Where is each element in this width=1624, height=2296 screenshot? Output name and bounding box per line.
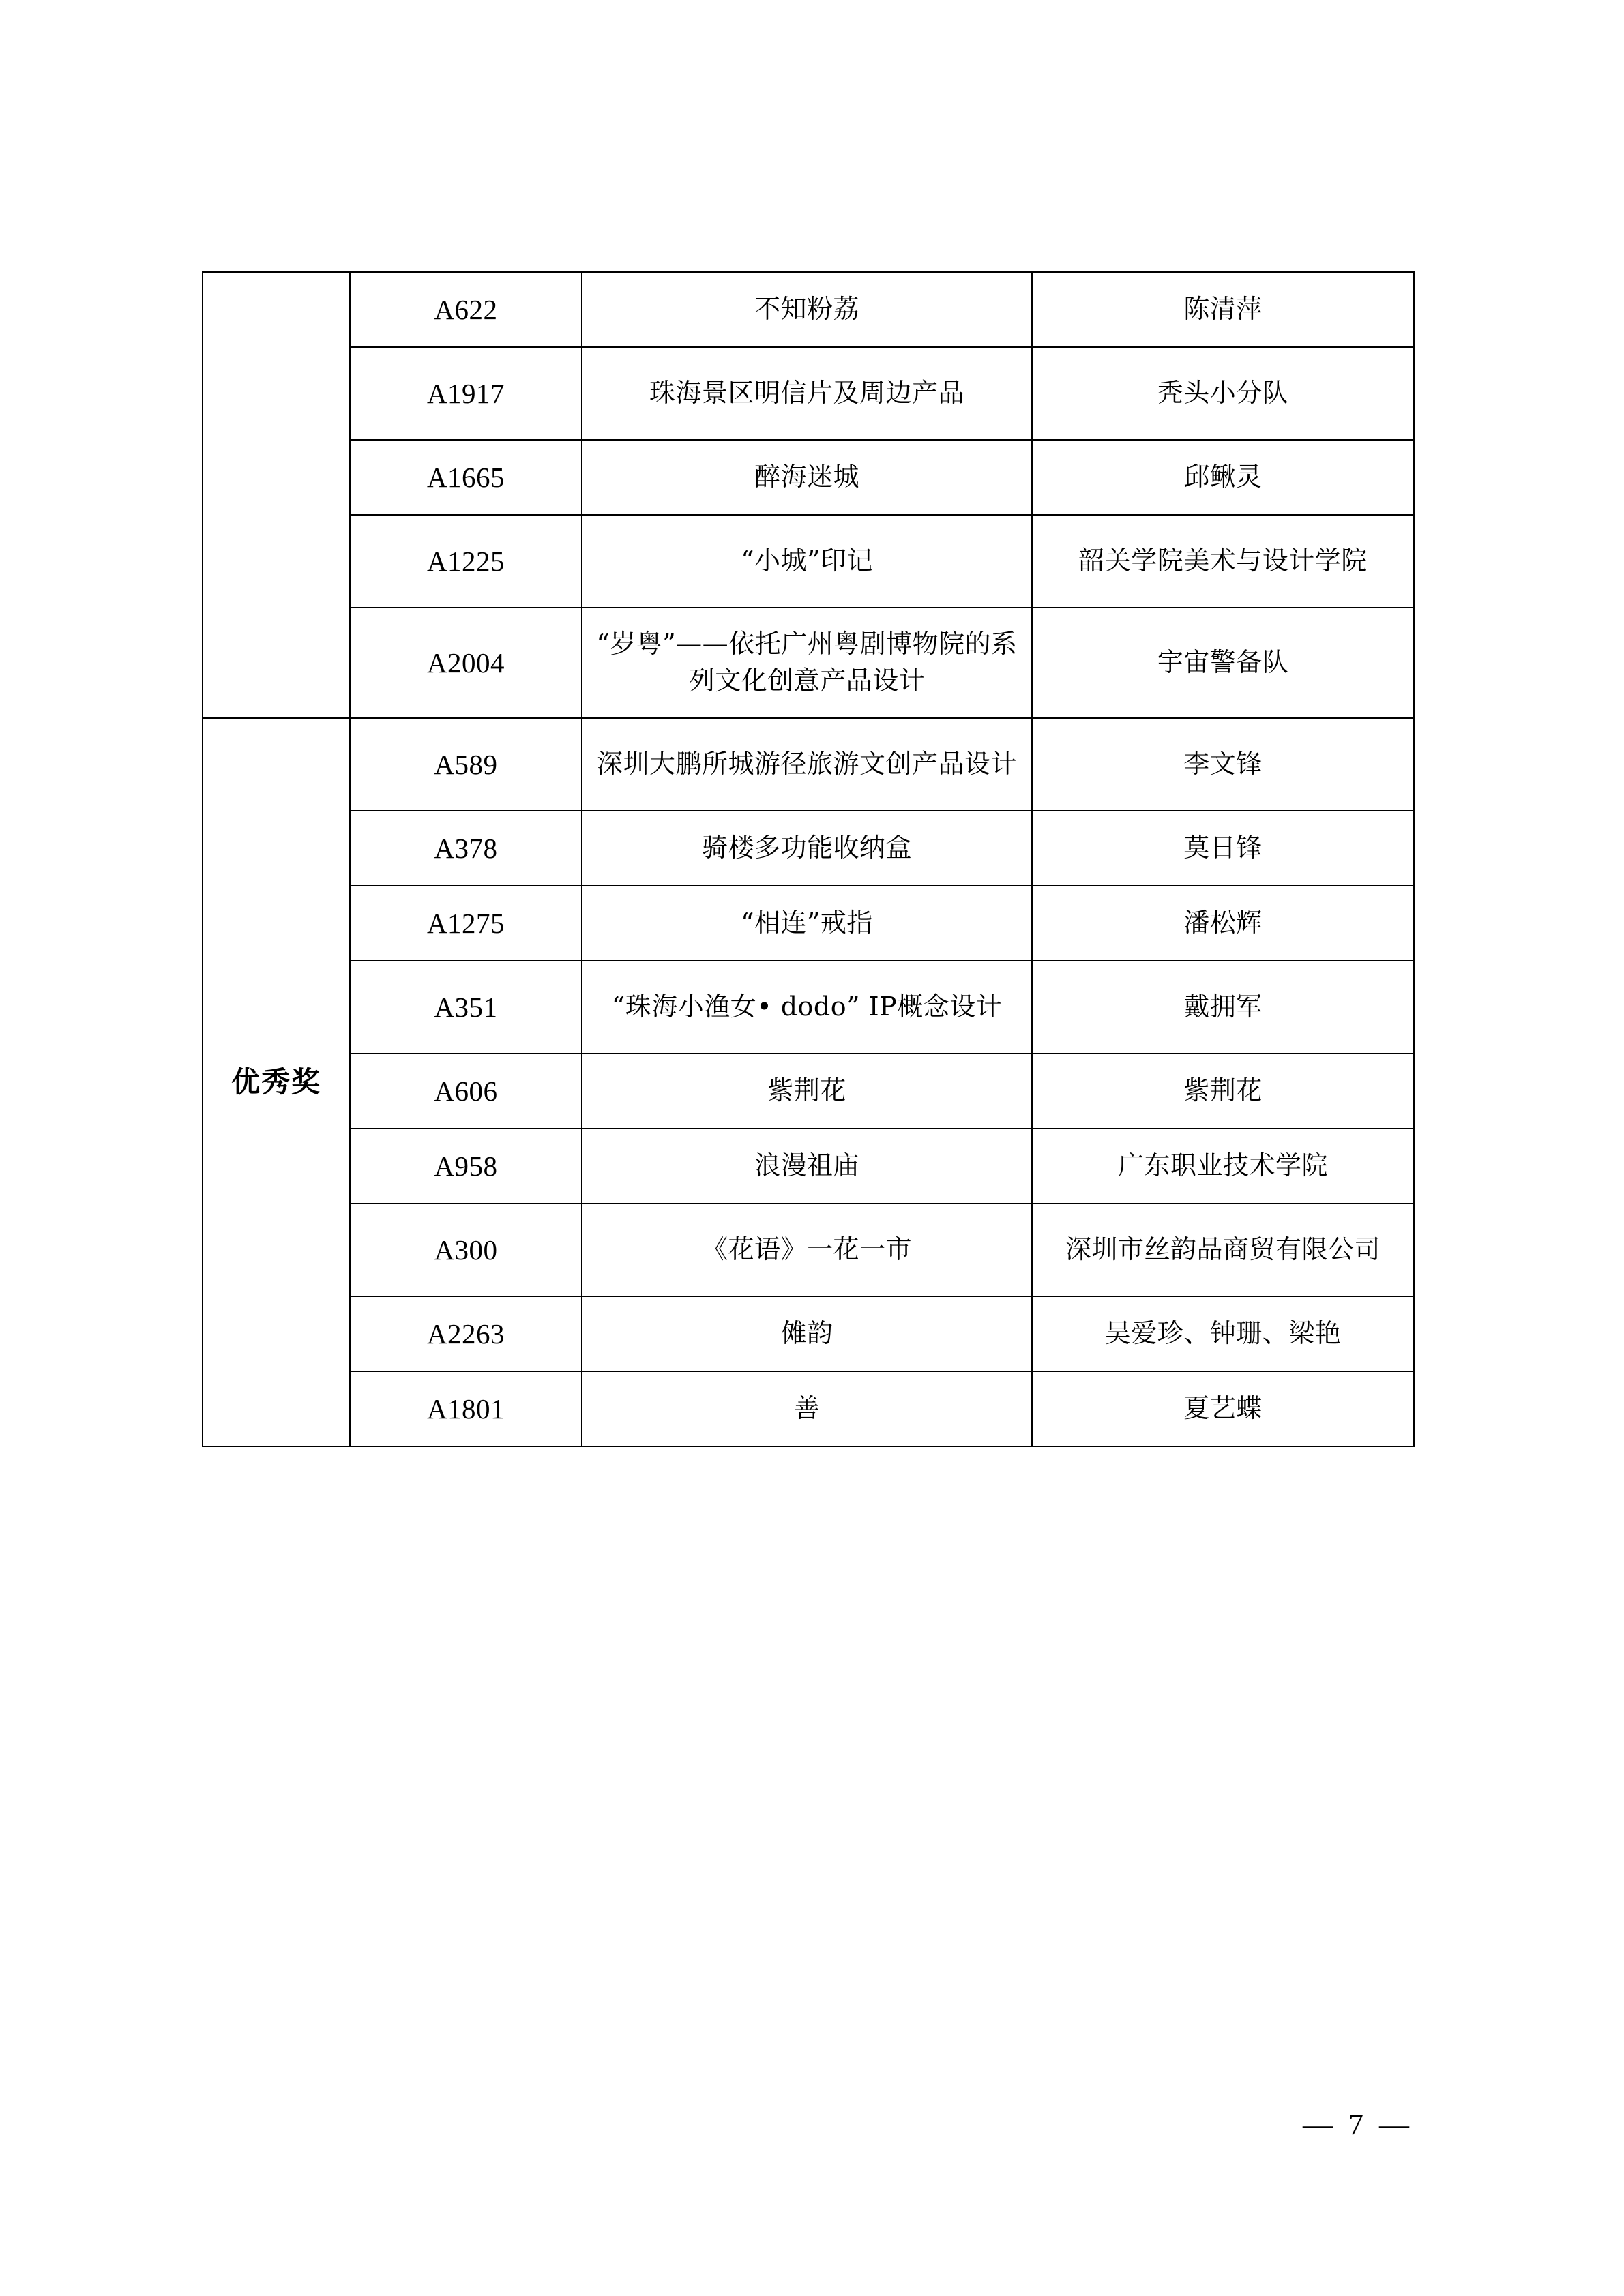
- entry-title: 傩韵: [780, 1318, 833, 1349]
- page-number: — 7 —: [1303, 2108, 1413, 2141]
- entry-code-cell: [350, 347, 582, 440]
- table-row: [203, 886, 1414, 961]
- entry-code: A2004: [426, 646, 505, 679]
- award-table-container: [202, 271, 1413, 1447]
- entry-title-cell: [582, 886, 1032, 961]
- table-row: [203, 515, 1414, 608]
- entry-title-cell: [582, 1054, 1032, 1129]
- entry-code: A589: [434, 748, 498, 780]
- table-row: [203, 1204, 1414, 1296]
- entry-title-cell: [582, 440, 1032, 515]
- entry-code-cell: [350, 272, 582, 347]
- entry-author-cell: [1032, 1129, 1414, 1204]
- table-row: [203, 272, 1414, 347]
- entry-title: “珠海小渔女• dodo” IP概念设计: [611, 992, 1003, 1022]
- entry-author: 夏艺蝶: [1183, 1393, 1263, 1424]
- entry-author: 李文锋: [1183, 749, 1263, 779]
- entry-title: 浪漫祖庙: [754, 1150, 859, 1181]
- entry-code-cell: [350, 886, 582, 961]
- entry-author: 戴拥军: [1183, 992, 1263, 1022]
- entry-author: 深圳市丝韵品商贸有限公司: [1065, 1234, 1381, 1265]
- entry-author-cell: [1032, 961, 1414, 1054]
- entry-author-cell: [1032, 886, 1414, 961]
- entry-code: A958: [434, 1150, 498, 1182]
- entry-code: A300: [434, 1234, 498, 1266]
- entry-author: 秃头小分队: [1157, 378, 1289, 408]
- entry-title-cell: [582, 1371, 1032, 1446]
- entry-author: 莫日锋: [1183, 833, 1263, 863]
- entry-author: 宇宙警备队: [1157, 647, 1289, 678]
- table-row: [203, 1054, 1414, 1129]
- entry-author-cell: [1032, 1054, 1414, 1129]
- entry-author-cell: [1032, 347, 1414, 440]
- entry-title-cell: [582, 718, 1032, 811]
- table-row: [203, 961, 1414, 1054]
- entry-title: 不知粉荔: [754, 294, 859, 325]
- entry-code-cell: [350, 1054, 582, 1129]
- award-category-cell: [203, 272, 350, 718]
- award-category-cell: [203, 718, 350, 1446]
- entry-author: 吴爱珍、钟珊、梁艳: [1104, 1318, 1342, 1349]
- entry-code: A1801: [426, 1392, 505, 1425]
- entry-author-cell: [1032, 272, 1414, 347]
- entry-title-cell: [582, 811, 1032, 886]
- entry-title: 醉海迷城: [754, 462, 859, 492]
- entry-author-cell: [1032, 515, 1414, 608]
- entry-author-cell: [1032, 1204, 1414, 1296]
- entry-author-cell: [1032, 608, 1414, 718]
- entry-code: A351: [434, 991, 498, 1023]
- entry-author-cell: [1032, 440, 1414, 515]
- entry-author: 邱鳅灵: [1183, 462, 1263, 492]
- entry-title: 珠海景区明信片及周边产品: [649, 378, 964, 408]
- entry-author: 广东职业技术学院: [1117, 1150, 1328, 1181]
- table-row: [203, 440, 1414, 515]
- award-table: [202, 271, 1415, 1447]
- entry-code: A1917: [426, 377, 505, 409]
- award-category-label: [203, 483, 349, 507]
- entry-title: 深圳大鹏所城游径旅游文创产品设计: [596, 749, 1017, 779]
- entry-code-cell: [350, 1129, 582, 1204]
- entry-code: A622: [434, 293, 498, 325]
- entry-code: A1225: [426, 545, 505, 577]
- entry-code-cell: [350, 515, 582, 608]
- table-row: [203, 1371, 1414, 1446]
- award-table-body: [203, 272, 1414, 1446]
- entry-title: “相连”戒指: [741, 908, 873, 938]
- entry-code-cell: [350, 811, 582, 886]
- entry-code-cell: [350, 1204, 582, 1296]
- table-row: [203, 347, 1414, 440]
- entry-code-cell: [350, 718, 582, 811]
- table-row: [203, 608, 1414, 718]
- entry-author-cell: [1032, 1371, 1414, 1446]
- entry-title-cell: [582, 1129, 1032, 1204]
- table-row: [203, 811, 1414, 886]
- entry-title-cell: [582, 1296, 1032, 1371]
- entry-author: 韶关学院美术与设计学院: [1078, 546, 1368, 576]
- entry-title-cell: [582, 608, 1032, 718]
- entry-title: “小城”印记: [741, 546, 873, 576]
- entry-code-cell: [350, 608, 582, 718]
- entry-author: 潘松辉: [1183, 908, 1263, 938]
- entry-title-cell: [582, 347, 1032, 440]
- entry-code-cell: [350, 961, 582, 1054]
- entry-title: 《花语》一花一市: [701, 1234, 912, 1265]
- entry-title: “岁粤”——依托广州粤剧博物院的系列文化创意产品设计: [596, 629, 1018, 696]
- entry-code: A1665: [426, 461, 505, 493]
- entry-title: 善: [793, 1393, 821, 1424]
- entry-author-cell: [1032, 718, 1414, 811]
- table-row: [203, 1296, 1414, 1371]
- entry-title: 骑楼多功能收纳盒: [701, 833, 912, 863]
- entry-title-cell: [582, 961, 1032, 1054]
- entry-author: 紫荆花: [1183, 1075, 1263, 1106]
- entry-author-cell: [1032, 1296, 1414, 1371]
- entry-title-cell: [582, 1204, 1032, 1296]
- entry-author: 陈清萍: [1183, 294, 1263, 325]
- entry-title-cell: [582, 515, 1032, 608]
- table-row: [203, 718, 1414, 811]
- entry-title-cell: [582, 272, 1032, 347]
- entry-code-cell: [350, 1371, 582, 1446]
- entry-title: 紫荆花: [767, 1075, 846, 1106]
- table-row: [203, 1129, 1414, 1204]
- entry-author-cell: [1032, 811, 1414, 886]
- entry-code: A1275: [426, 907, 505, 939]
- entry-code-cell: [350, 1296, 582, 1371]
- award-category-label: 优秀奖: [231, 1064, 321, 1099]
- entry-code-cell: [350, 440, 582, 515]
- entry-code: A606: [434, 1075, 498, 1107]
- entry-code: A378: [434, 832, 498, 864]
- entry-code: A2263: [426, 1317, 505, 1350]
